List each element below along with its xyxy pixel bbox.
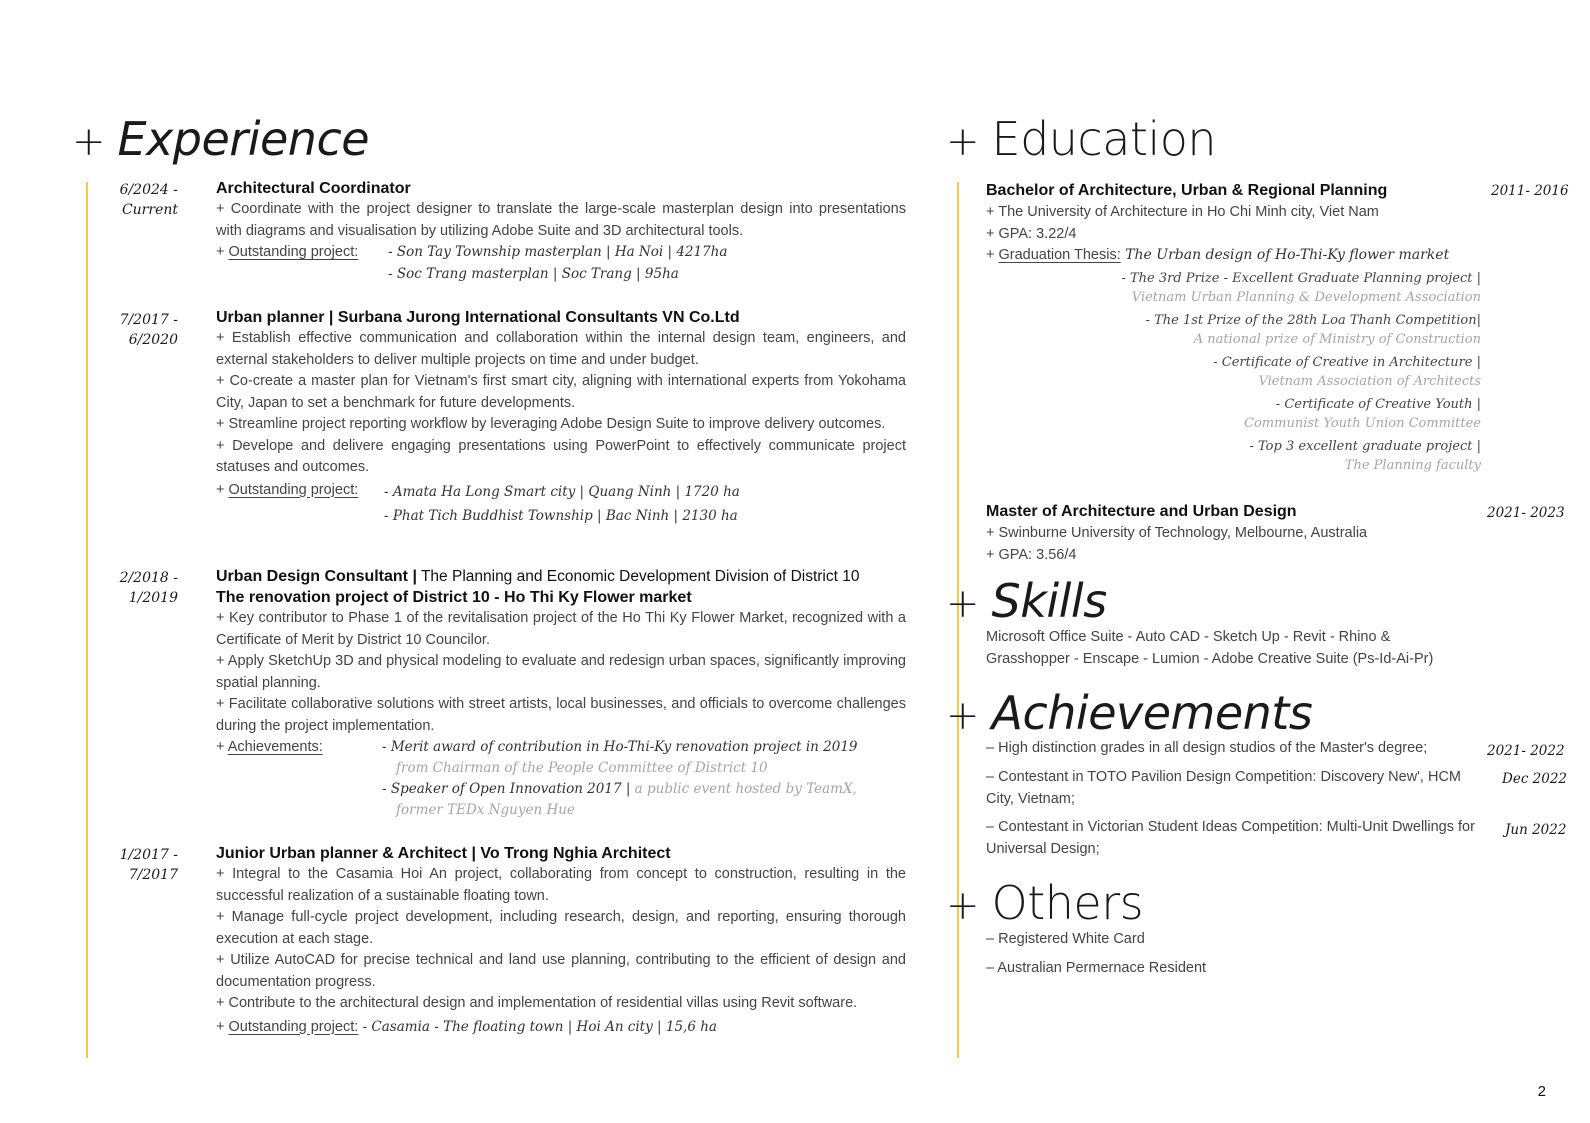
projects-row: + Outstanding project: - Casamia - The floating town | Hoi An city | 15,6 ha	[216, 1018, 717, 1035]
project-item: - Amata Ha Long Smart city | Quang Ninh | 1720 ha	[384, 483, 740, 500]
achievement-item: - Merit award of contribution in Ho-Thi-Ky renovation project in 2019	[382, 739, 858, 755]
date-start: 7/2017 -	[119, 312, 178, 328]
award-issuer: The Planning faculty	[1344, 457, 1481, 473]
award-issuer: Vietnam Urban Planning & Development Association	[1131, 289, 1481, 305]
experience-title: Experience	[117, 112, 370, 166]
projects-row	[216, 480, 906, 504]
degree-school: + The University of Architecture in Ho Chi Minh city, Viet Nam	[986, 204, 1379, 220]
date-start: 2/2018 -	[119, 570, 178, 586]
award-title: - Top 3 excellent graduate project |	[1249, 438, 1481, 454]
skills-title: Skills	[991, 574, 1107, 628]
job-bullet: + Key contributor to Phase 1 of the revitalisation project of the Ho Thi Ky Flower Market, recognized with a Certificate of Merit by District 10 Councilor.	[216, 610, 906, 648]
job-bullet: + Establish effective communication and collaboration within the internal design team, engineers, and external stakeholders to deliver multiple projects on time and under budget.	[216, 330, 906, 368]
award-title: - Certificate of Creative Youth |	[1275, 396, 1481, 412]
award-issuer: Communist Youth Union Committee	[1244, 415, 1481, 431]
degree-years: 2011- 2016	[1491, 183, 1569, 199]
achievement-date: Jun 2022	[1505, 822, 1567, 838]
job-bullet: + Coordinate with the project designer to translate the large-scale masterplan design into presentations with diagrams and visualisation by utilizing Adobe Suite and 3D architectural tools.	[216, 201, 906, 239]
others-title: Others	[991, 876, 1144, 930]
job-date	[90, 568, 178, 608]
achievement-item-detail: from Chairman of the People Committee of District 10	[396, 759, 768, 776]
date-start: 6/2024 -	[119, 182, 178, 198]
job-bullet: + Facilitate collaborative solutions with street artists, local businesses, and officials to overcome challenges during the project implementation.	[216, 696, 906, 734]
plus-icon: +	[72, 119, 106, 165]
project-item: - Phat Tich Buddhist Township | Bac Ninh | 2130 ha	[384, 507, 738, 524]
job-entry	[216, 307, 906, 528]
job-bullet: + Integral to the Casamia Hoi An project, collaborating from concept to construction, resulting in the successful realization of a sustainable floating town.	[216, 866, 906, 904]
experience-timeline-line	[86, 182, 88, 1058]
job-bullet: + Streamline project reporting workflow by leveraging Adobe Design Suite to improve delivery outcomes.	[216, 416, 886, 432]
other-item: – Australian Permernace Resident	[986, 960, 1207, 976]
other-item: – Registered White Card	[986, 931, 1145, 947]
award-title: - The 3rd Prize - Excellent Graduate Planning project |	[1121, 270, 1481, 286]
degree-years: 2021- 2023	[1487, 505, 1565, 521]
date-end: 1/2019	[128, 590, 178, 606]
job-project-title: The renovation project of District 10 - Ho Thi Ky Flower market	[216, 589, 692, 606]
plus-icon: +	[946, 883, 980, 929]
achievement-item-detail: former TEDx Nguyen Hue	[396, 801, 575, 818]
skills-list	[986, 627, 1433, 670]
job-title: Architectural Coordinator	[216, 180, 411, 197]
job-bullet: + Co-create a master plan for Vietnam's first smart city, aligning with international experts from Yokohama City, Japan to set a benchmark for future developments.	[216, 373, 906, 411]
achievement-item: – Contestant in TOTO Pavilion Design Competition: Discovery New', HCM City, Vietnam;	[986, 769, 1462, 807]
achievements-heading	[946, 686, 1312, 740]
award-list	[986, 269, 1481, 475]
achievement-item: – High distinction grades in all design studios of the Master's degree;	[986, 740, 1428, 756]
job-bullet: + Manage full-cycle project development, including research, design, and reporting, ensuring thorough execution at each stage.	[216, 909, 906, 947]
job-date	[90, 310, 178, 350]
date-end: 6/2020	[128, 332, 178, 348]
degree-title: Master of Architecture and Urban Design	[986, 503, 1297, 520]
education-degree	[986, 180, 1571, 479]
achievement-item: – Contestant in Victorian Student Ideas Competition: Multi-Unit Dwellings for Universal Design;	[986, 819, 1475, 857]
achievements-label: + Achievements:	[216, 739, 323, 755]
skills-line: Microsoft Office Suite - Auto CAD - Sketch Up - Revit - Rhino &	[986, 629, 1391, 645]
projects-label: + Outstanding project:	[216, 244, 359, 260]
achievement-item: - Speaker of Open Innovation 2017 | a public event hosted by TeamX,	[382, 780, 857, 797]
award-title: - The 1st Prize of the 28th Loa Thanh Competition|	[1145, 312, 1481, 328]
achievements-title: Achievements	[991, 686, 1313, 740]
job-entry	[216, 178, 906, 285]
job-title: Junior Urban planner & Architect | Vo Trong Nghia Architect	[216, 845, 671, 862]
date-end: 7/2017	[128, 867, 178, 883]
date-start: 1/2017 -	[119, 847, 178, 863]
job-bullet: + Contribute to the architectural design and implementation of residential villas using Revit software.	[216, 995, 858, 1011]
job-date	[90, 845, 178, 885]
project-item: - Soc Trang masterplan | Soc Trang | 95ha	[388, 265, 679, 282]
projects-row	[216, 242, 906, 264]
job-entry	[216, 843, 906, 1039]
degree-title: Bachelor of Architecture, Urban & Regional Planning	[986, 182, 1388, 199]
award-issuer: Vietnam Association of Architects	[1258, 373, 1481, 389]
skills-line: Grasshopper - Enscape - Lumion - Adobe Creative Suite (Ps-Id-Ai-Pr)	[986, 650, 1434, 667]
achievement-date: Dec 2022	[1502, 771, 1568, 787]
job-title: Urban Design Consultant | The Planning and Economic Development Division of District 10	[216, 568, 860, 585]
projects-label: + Outstanding project:	[216, 481, 359, 498]
education-title: Education	[991, 112, 1217, 166]
plus-icon: +	[946, 693, 980, 739]
plus-icon: +	[946, 581, 980, 627]
skills-heading	[946, 574, 1107, 628]
achievements-row	[216, 737, 906, 759]
job-date	[90, 180, 178, 220]
job-bullet: + Utilize AutoCAD for precise technical and land use planning, contributing to the efficient of design and documentation progress.	[216, 952, 906, 990]
education-heading	[946, 112, 1216, 166]
degree-gpa: + GPA: 3.22/4	[986, 225, 1077, 242]
degree-gpa: + GPA: 3.56/4	[986, 546, 1077, 563]
date-end: Current	[121, 202, 178, 218]
page-number: 2	[1537, 1083, 1546, 1100]
job-entry	[216, 566, 906, 818]
achievement-date: 2021- 2022	[1487, 743, 1565, 759]
degree-thesis: + Graduation Thesis: The Urban design of Ho-Thi-Ky flower market	[986, 247, 1450, 263]
education-degree	[986, 501, 1571, 566]
job-title: Urban planner | Surbana Jurong International Consultants VN Co.Ltd	[216, 309, 740, 326]
award-issuer: A national prize of Ministry of Construction	[1193, 331, 1481, 347]
degree-school: + Swinburne University of Technology, Melbourne, Australia	[986, 525, 1368, 541]
job-bullet: + Develope and delivere engaging presentations using PowerPoint to effectively communicate project statuses and outcomes.	[216, 437, 906, 475]
others-heading	[946, 876, 1143, 930]
job-bullet: + Apply SketchUp 3D and physical modeling to evaluate and redesign urban spaces, significantly improving spatial planning.	[216, 653, 906, 691]
plus-icon: +	[946, 119, 980, 165]
award-title: - Certificate of Creative in Architecture |	[1213, 354, 1481, 370]
experience-heading	[72, 112, 369, 166]
project-item: - Son Tay Township masterplan | Ha Noi | 4217ha	[388, 244, 728, 260]
